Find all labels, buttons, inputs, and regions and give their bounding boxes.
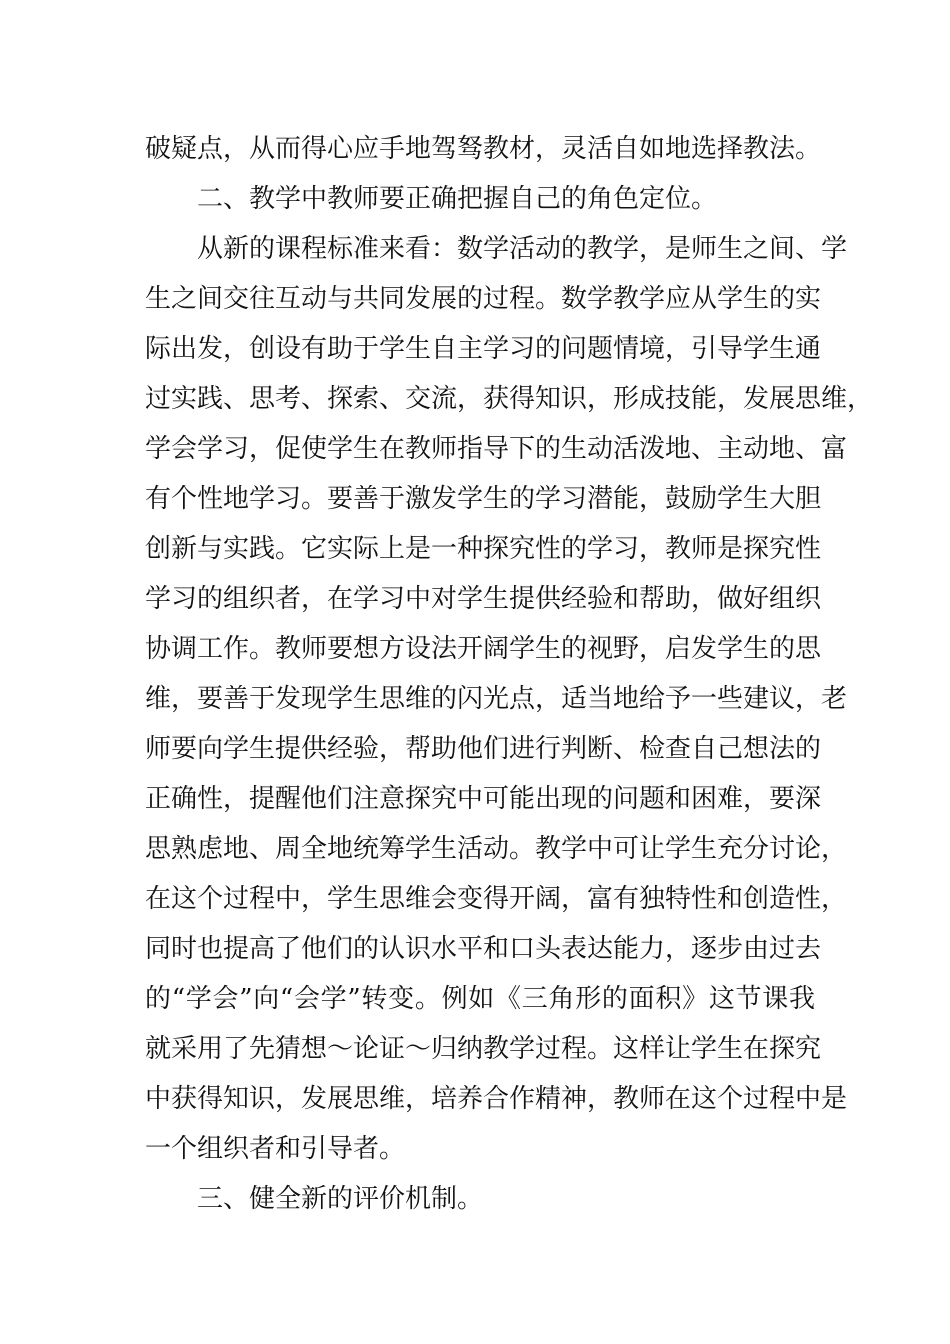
text-line: 学习的组织者，在学习中对学生提供经验和帮助，做好组织 bbox=[145, 584, 822, 614]
section-heading-2: 二、教学中教师要正确把握自己的角色定位。 bbox=[197, 184, 718, 214]
text-line: 思熟虑地、周全地统筹学生活动。教学中可让学生充分讨论， bbox=[145, 834, 848, 864]
text-line: 师要向学生提供经验，帮助他们进行判断、检查自己想法的 bbox=[145, 734, 822, 764]
text-line: 正确性，提醒他们注意探究中可能出现的问题和困难，要深 bbox=[145, 784, 822, 814]
text-line: 有个性地学习。要善于激发学生的学习潜能，鼓励学生大胆 bbox=[145, 484, 822, 514]
text-line: 过实践、思考、探索、交流，获得知识，形成技能，发展思维， bbox=[145, 384, 874, 414]
text-line: 在这个过程中，学生思维会变得开阔，富有独特性和创造性， bbox=[145, 884, 848, 914]
text-line: 同时也提高了他们的认识水平和口头表达能力，逐步由过去 bbox=[145, 934, 822, 964]
text-line: 生之间交往互动与共同发展的过程。数学教学应从学生的实 bbox=[145, 284, 822, 314]
text-line: 创新与实践。它实际上是一种探究性的学习，教师是探究性 bbox=[145, 534, 822, 564]
text-line: 的“学会”向“会学”转变。例如《三角形的面积》这节课我 bbox=[145, 984, 815, 1014]
text-line: 际出发，创设有助于学生自主学习的问题情境，引导学生通 bbox=[145, 334, 822, 364]
paragraph-first-line: 从新的课程标准来看：数学活动的教学，是师生之间、学 bbox=[197, 234, 848, 264]
section-heading-3: 三、健全新的评价机制。 bbox=[197, 1184, 484, 1214]
text-line: 协调工作。教师要想方设法开阔学生的视野，启发学生的思 bbox=[145, 634, 822, 664]
paragraph-last-line: 一个组织者和引导者。 bbox=[145, 1134, 406, 1164]
text-line: 中获得知识，发展思维，培养合作精神，教师在这个过程中是 bbox=[145, 1084, 848, 1114]
text-line: 学会学习，促使学生在教师指导下的生动活泼地、主动地、富 bbox=[145, 434, 848, 464]
text-line: 就采用了先猜想～论证～归纳教学过程。这样让学生在探究 bbox=[145, 1034, 822, 1064]
text-line: 维，要善于发现学生思维的闪光点，适当地给予一些建议，老 bbox=[145, 684, 848, 714]
text-line: 破疑点，从而得心应手地驾驽教材，灵活自如地选择教法。 bbox=[145, 134, 822, 164]
